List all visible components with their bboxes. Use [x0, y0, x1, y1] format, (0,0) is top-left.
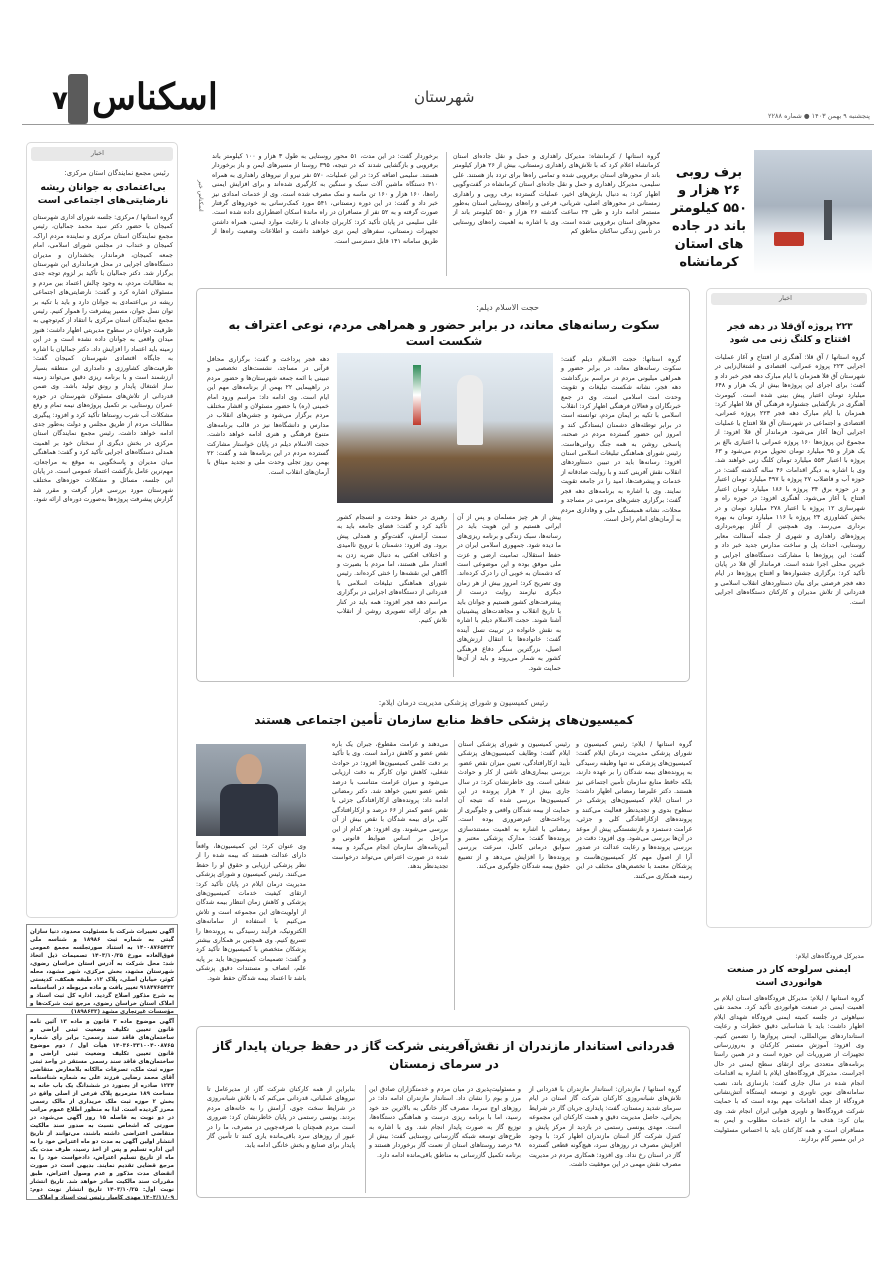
body: گروه استانها / آق قلا: آهنگری از افتتاح و آغاز عملیات اجرایی ۲۲۳ پروژه عمرانی، اقتصادی و اشتغال‌زایی در شهرستان آق قلا همزمان با ایام مبارک دهه فجر خبر داد و گفت: برای اجرای این پروژه‌ها بیش از یک هزار و ۶۴۸ میلیارد تومان اعتبار پیش بینی شده است. کیومرث آهنگری در بازگشایی جشنواره فرهنگی آق قلا اظهار کرد: همزمان با ایام مبارک دهه فجر ۲۲۳ پروژه عمرانی، اقتصادی و اجتماعی در شهرستان آق قلا افتتاح یا عملیات اجرایی آن‌ها آغاز می‌شود. فرماندار آق قلا افزود: از مجموع این پروژه‌ها ۱۶۰ پروژه عمرانی با اعتباری بالغ بر یک هزار و ۹۵ میلیارد تومان تحویل مردم می‌شود و ۶۳ پروژه با اعتبار ۵۵۳ میلیارد تومان کلنگ زنی خواهند شد. وی با اشاره به دیگر اقدامات ۴۶ ساله گذشته گفت: در حوزه آب و فاضلاب ۲۷ پروژه با ۴۹۷ میلیارد تومان اعتبار و در حوزه برق ۳۴ پروژه با ۱۸۶ میلیارد تومان اعتبار افتتاح یا آغاز می‌شود. آهنگری افزود: در حوزه راه و شهرسازی ۱۲ پروژه با اعتبار ۲۷۸ میلیارد تومان و در بخش کشاورزی ۲۴ پروژه با ۱۱۶ میلیارد تومان به بهره برداری می‌رسد. وی همچنین از آغاز بهره‌برداری پروژه‌های راهداری و شهری از جمله آسفالت معابر روستایی، احداث پل و ساخت مدارس جدید خبر داد و گفت: این پروژه‌ها با مشارکت دستگاه‌های اجرایی و خیرین محلی اجرا شده است. فرماندار آق قلا در پایان تأکید کرد: برگزاری جشنواره‌ها و افتتاح پروژه‌ها در ایام دهه فجر فرصتی برای بیان دستاوردهای انقلاب اسلامی و قدردانی از تلاش مدیران و کارکنان دستگاه‌های اجرایی است. — [715, 354, 865, 606]
title: بی‌اعتمادی به جوانان ریشه نارضایتی‌های اجتماعی است — [37, 182, 169, 206]
ad-text-1: آگهی تغییرات شرکت با مسئولیت محدود، دنیا سازان گیتی به شماره ثبت ۱۸۹۸۶ و شناسه ملی ۱۴۰۰۸۷۶۵۴۳۲ به استناد صورتجلسه مجمع عمومی فوق‌العاده مورخ ۱۴۰۳/۱۰/۲۵ تصمیمات ذیل اتخاذ شد: محل شرکت به آدرس استان خراسان رضوی، شهرستان مشهد، بخش مرکزی، شهر مشهد، محله کوثر، خیابان اصلی، پلاک ۱۲، طبقه همکف، کدپستی ۹۱۸۴۷۶۵۴۳۲ تغییر یافت و ماده مربوطه در اساسنامه به شرح مذکور اصلاح گردید. اداره کل ثبت اسناد و املاک استان خراسان رضوی، مرجع ثبت شرکت‌ها و مؤسسات غیرتجاری مشهد (۱۸۹۸۶۳۲) — [30, 929, 174, 1015]
kicker: حجت الاسلام دیلم: — [476, 303, 539, 312]
col-3: بنابراین از همه کارکنان شرکت گاز، از مدیرعامل تا نیروهای عملیاتی، قدردانی می‌کنم که با تلاش شبانه‌روزی در شرایط سخت جوی، آرامش را به خانه‌های مردم بردند. یونسی رستمی در پایان خاطرنشان کرد: ضروری است مردم همچنان با صرفه‌جویی در مصرف، ما را در عبور از روزهای سرد باقی‌مانده یاری کنند تا تأمین گاز پایدار برای صنایع و بخش خانگی ادامه یابد. — [207, 1086, 355, 1150]
col-3: رهبری در حفظ وحدت و انسجام کشور تأکید کرد و گفت: فضای جامعه باید به سمت آرامش، گفت‌وگو و همدلی پیش برود. وی افزود: دشمنان با ترویج ناامیدی و اختلاف افکنی به دنبال ضربه زدن به اقتدار ملی هستند، اما مردم با بصیرت و آگاهی این نقشه‌ها را خنثی کرده‌اند. رئیس شورای هماهنگی تبلیغات اسلامی با قدردانی از دستگاه‌های اجرایی در برگزاری مراسم دهه فجر افزود: همه باید در کنار هم برای ارائه تصویری روشن از انقلاب تلاش کنیم. — [337, 514, 447, 625]
logo-tagline-box — [68, 74, 88, 124]
snow-side-label: اسکناس خبر — [197, 180, 204, 212]
title: قدردانی استاندار مازندران از نقش‌آفرینی شرکت گاز در حفظ جریان پایدار گاز در سرمای زمستان — [213, 1039, 675, 1071]
col-2: رئیس کمیسیون و شورای پزشکی استان ایلام گفت: وظایف کمیسیون‌های پزشکی تأیید ازکارافتادگی، تعیین میزان نقص عضو، بررسی بیماری‌های ناشی از کار و حوادث شغلی است. وی خاطرنشان کرد: در سال جاری بیش از ۲ هزار پرونده در این کمیسیون‌ها بررسی شده که نتیجه آن حمایت از بیمه شدگان واقعی و جلوگیری از پرداخت‌های غیرضروری بوده است. رمضانی با اشاره به اهمیت مستندسازی پرونده‌ها گفت: مدارک پزشکی معتبر و سوابق درمانی کامل، سرعت بررسی پرونده‌ها را افزایش می‌دهد و از تضییع حقوق بیمه شدگان جلوگیری می‌کند. — [454, 740, 570, 1010]
subhead: مدیرکل فرودگاه‌های ایلام: — [795, 952, 864, 960]
snow-photo — [754, 150, 872, 274]
kicker: رئیس کمیسیون و شورای پزشکی مدیریت درمان ایلام: — [378, 698, 548, 707]
meeting-photo — [337, 353, 553, 503]
col-2: و مسئولیت‌پذیری در میان مردم و خدمتگزاران صادق این مرز و بوم را نشان داد. استاندار مازندران ادامه داد: در روزهای اوج سرما، مصرف گاز خانگی به بالاترین حد خود رسید، اما با برنامه ریزی درست و هماهنگی دستگاه‌ها، توزیع گاز به صورت پایدار انجام شد. وی با اشاره به طرح‌های توسعه شبکه گازرسانی روستایی گفت: بیش از ۹۸ درصد روستاهای استان از نعمت گاز برخوردار هستند و برنامه تکمیل گازرسانی به مناطق باقی‌مانده ادامه دارد. — [365, 1085, 521, 1193]
snow-body-col1: گروه استانها / کرمانشاه: مدیرکل راهداری و حمل و نقل جاده‌ای استان کرمانشاه اعلام کرد که با تلاش‌های راهداری زمستانی، بیش از ۲۶ هزار کیلومتر باند از محورهای استان برفروبی شده و تمامی راه‌ها برای تردد باز هستند. علی سلیمی، مدیرکل راهداری و حمل و نقل جاده‌ای استان کرمانشاه در گفت‌وگویی اظهار کرد: به دنبال بارش‌های اخیر، عملیات گسترده برف روبی و راهداری زمستانی در محورهای اصلی، شریانی، فرعی و راه‌های روستایی استان به‌طور مستمر ادامه دارد و طی ۲۴ ساعت گذشته ۲۶ هزار و ۵۵۰ کیلومتر باند از محورهای استان برفروبی شده است. وی با اشاره به اهمیت راه‌های روستایی در تأمین زندگی ساکنان مناطق کم — [446, 152, 660, 276]
body: گروه استانها / ایلام: مدیرکل فرودگاه‌های استان ایلام بر اهمیت ایمنی در صنعت هوانوردی تأکید کرد. محمد نقی سیاهوئی در جلسه کمیته ایمنی فرودگاه شهدای ایلام اظهار داشت: باید با شناسایی دقیق خطرات و رعایت استانداردهای بین‌المللی، ایمنی پروازها را تضمین کنیم. وی افزود: آموزش مستمر کارکنان و به‌روزرسانی تجهیزات از ضروریات این حوزه است و در همین راستا برنامه‌های متعددی برای ارتقای سطح ایمنی در حال اجراست. مدیرکل فرودگاه‌های ایلام با اشاره به اقدامات انجام شده در سال جاری گفت: بازسازی باند، نصب سامانه‌های نوین ناوبری و توسعه ایستگاه آتش‌نشانی فرودگاه از جمله اقدامات مهم بوده است که با حمایت شرکت فرودگاه‌ها و ناوبری هوایی ایران انجام شد. وی بیان کرد: هدف ما ارائه خدمات مطلوب و ایمن به مسافران است و همه کارکنان باید با احساس مسئولیت در این مسیر گام بردارند. — [714, 995, 864, 1144]
title: سکوت رسانه‌های معاند، در برابر حضور و همراهی مردم، نوعی اعتراف به شکست است — [228, 318, 660, 348]
col-1: گروه استانها / مازندران: استاندار مازندران با قدردانی از تلاش‌های شبانه‌روزی کارکنان شرکت گاز استان در ایام سرمای شدید زمستان، گفت: پایداری جریان گاز در شرایط بحرانی، حاصل مدیریت دقیق و همت کارکنان این مجموعه است. مهدی یونسی رستمی در بازدید از مرکز پایش و کنترل شرکت گاز استان مازندران اظهار کرد: با وجود افزایش مصرف در روزهای سرد، هیچ‌گونه قطعی گسترده گاز در استان رخ نداد. وی افزود: همکاری مردم در مدیریت مصرف نقش مهمی در این موفقیت داشت. — [529, 1086, 681, 1169]
col-1: گروه استانها / ایلام: رئیس کمیسیون و شورای پزشکی مدیریت درمان ایلام گفت: کمیسیون‌های پزشکی نه تنها وظیفه رسیدگی به پرونده‌های بیمه شدگان را بر عهده دارند، بلکه حافظ منابع سازمان تأمین اجتماعی نیز هستند. دکتر علیرضا رمضانی اظهار داشت: در استان ایلام کمیسیون‌های پزشکی در سطوح بدوی و تجدیدنظر فعالیت می‌کنند و پرونده‌های ازکارافتادگی کلی و جزئی، غرامت دستمزد و بازنشستگی پیش از موعد در آن‌ها بررسی می‌شود. وی افزود: دقت در بررسی پرونده‌ها و رعایت عدالت در صدور آرا از اصول مهم کار کمیسیون‌هاست و پزشکان معتمد با تخصص‌های مختلف در این زمینه همکاری می‌کنند. — [576, 741, 692, 880]
masthead — [22, 68, 874, 130]
hojjat-story — [196, 288, 690, 682]
paper-logo: اسکناس — [92, 76, 218, 118]
commission-story — [190, 688, 698, 1014]
face-figure — [236, 754, 262, 786]
subhead: رئیس مجمع نمایندگان استان مرکزی: — [64, 169, 169, 177]
col-4: وی عنوان کرد: این کمیسیون‌ها، واقعاً دارای عدالت هستند که بیمه شده را از نظر پزشکی ارزیابی و حقوق او را حفظ می‌کنند. رئیس کمیسیون و شورای پزشکی مدیریت درمان ایلام در پایان تأکید کرد: ارتقای کیفیت خدمات کمیسیون‌های پزشکی و کاهش زمان انتظار بیمه شدگان از اولویت‌های این مجموعه است و تلاش می‌کنیم با استفاده از سامانه‌های الکترونیک، فرآیند رسیدگی به پرونده‌ها را تسریع کنیم. وی همچنین بر همکاری بیشتر پزشکان متخصص با کمیسیون‌ها تأکید کرد و گفت: تصمیمات کمیسیون‌ها باید بر پایه علم، انصاف و مستندات دقیق پزشکی باشد تا اعتماد بیمه شدگان حفظ شود. — [196, 843, 306, 982]
ad-box-2 — [26, 1014, 178, 1200]
snow-plow-icon — [774, 232, 804, 246]
col-3: می‌دهند و غرامت مقطوع، جبران یک باره نقص عضو و کاهش درآمد است. وی با تأکید بر دقت علمی کمیسیون‌ها افزود: در حوادث شغلی، کاهش توان کارگر به دقت ارزیابی می‌شود و میزان غرامت متناسب با درصد نقص عضو تعیین خواهد شد. دکتر رمضانی ادامه داد: پرونده‌های ازکارافتادگی جزئی با نقص عضو کمتر از ۶۶ درصد و ازکارافتادگی کلی برای بیمه شدگان با نقص بیش از آن بررسی می‌شوند. وی افزود: هر کدام از این مراحل بر اساس ضوابط قانونی و آیین‌نامه‌های سازمان انجام می‌گیرد و بیمه شده در صورت اعتراض می‌تواند درخواست تجدیدنظر بدهد. — [332, 741, 449, 871]
masthead-rule — [22, 124, 874, 125]
tree-icon — [824, 200, 832, 240]
col-1: گروه استانها: حجت الاسلام دیلم گفت: سکوت رسانه‌های معاند، در برابر حضور و همراهی میلیونی مردم در مراسم بزرگداشت دهه فجر، نشانه شکست تبلیغات و تقویت وحدت امت اسلامی است. وی در جمع خبرنگاران و فعالان فرهنگی اظهار کرد: انقلاب اسلامی با تکیه بر ایمان مردم، توانسته است در برابر توطئه‌های دشمنان ایستادگی کند و امروز این حضور گسترده مردم در صحنه، پاسخی روشن به همه جنگ روانی‌هاست. رئیس شورای هماهنگی تبلیغات اسلامی استان افزود: رسانه‌ها باید در تبیین دستاوردهای انقلاب نقش آفرینی کنند و با روایت صادقانه از خدمات و پیشرفت‌ها، امید را در جامعه تقویت نمایند. وی با اشاره به برنامه‌های دهه فجر گفت: برگزاری جشن‌های مردمی در مساجد و محلات، نشانه همبستگی ملی و وفاداری مردم به آرمان‌های امام راحل است. — [561, 356, 681, 523]
title: ۲۲۳ پروژه آق‌قلا در دهه فجر افتتاح و کلنگ زنی می شود — [727, 322, 853, 345]
snow-title: برف روبی ۲۶ هزار و ۵۵۰ کیلومتر باند در جاده های استان کرمانشاه — [670, 165, 748, 270]
right-news — [706, 288, 872, 928]
section-title: شهرستان — [414, 88, 475, 106]
date-line: پنجشنبه ۹ بهمن ۱۴۰۳ ● شماره ۲۲۸۸ — [768, 112, 870, 120]
kicker: اخبار — [91, 149, 104, 157]
speaker-figure — [457, 375, 483, 445]
flag-icon — [413, 365, 421, 425]
title: کمیسیون‌های پزشکی حافظ منابع سازمان تأمین اجتماعی هستند — [254, 713, 634, 727]
doctor-photo — [196, 744, 306, 836]
suit-figure — [220, 784, 278, 836]
ad-box-1 — [26, 924, 178, 1015]
ad-text-2: آگهی موضوع ماده ۳ قانون و ماده ۱۳ آئین نامه قانون تعیین تکلیف وضعیت ثبتی اراضی و ساختمان‌های فاقد سند رسمی: برابر رأی شماره ۱۴۰۳۶۰۳۳۱۰۰۴۰۰۸۷۶۵ هیأت اول / دوم موضوع قانون تعیین تکلیف وضعیت ثبتی اراضی و ساختمان‌های فاقد سند رسمی مستقر در واحد ثبتی حوزه ثبت ملک، تصرفات مالکانه بلامعارض متقاضی آقای محمد رضایی فرزند علی به شماره شناسنامه ۱۲۳۴ صادره از بجنورد در ششدانگ یک باب خانه به مساحت ۱۸۹ مترمربع پلاک فرعی از اصلی واقع در بخش ۲ حوزه ثبت ملک خریداری از مالک رسمی محرز گردیده است. لذا به منظور اطلاع عموم مراتب در دو نوبت به فاصله ۱۵ روز آگهی می‌شود، در صورتی که اشخاص نسبت به صدور سند مالکیت متقاضی اعتراضی داشته باشند، می‌توانند از تاریخ انتشار اولین آگهی به مدت دو ماه اعتراض خود را به این اداره تسلیم و پس از اخذ رسید، ظرف مدت یک ماه از تاریخ تسلیم اعتراض، دادخواست خود را به مرجع قضایی تقدیم نمایند. بدیهی است در صورت انقضای مدت مذکور و عدم وصول اعتراض، طبق مقررات سند مالکیت صادر خواهد شد. تاریخ انتشار نوبت اول: ۱۴۰۳/۱۰/۲۵ تاریخ انتشار نوبت دوم: ۱۴۰۳/۱۱/۰۹ مهدی کامیار رئیس ثبت اسناد و املاک — [30, 1019, 175, 1201]
col-4: دهه فجر پرداخت و گفت: برگزاری محافل قرآنی در مساجد، نشست‌های تخصصی و تبیینی با ائمه جمعه شهرستان‌ها و حضور مردم در راهپیمایی ۲۲ بهمن از برنامه‌های مهم این ایام است. وی ادامه داد: مراسم ورود امام خمینی (ره) با حضور مسئولان و اقشار مختلف مردم برگزار می‌شود و جشن‌های انقلاب در مدارس و دانشگاه‌ها نیز در قالب برنامه‌های متنوع فرهنگی و هنری ادامه خواهد داشت. حجت الاسلام دیلم در پایان خواستار مشارکت گسترده مردم در این برنامه‌ها شد و گفت: ۲۲ بهمن روز تجلی وحدت ملی و تجدید میثاق با آرمان‌های انقلاب است. — [207, 356, 329, 476]
gas-story — [196, 1026, 690, 1198]
right-bottom-news — [706, 930, 872, 1200]
kicker: اخبار — [779, 294, 792, 302]
snow-story — [190, 150, 874, 280]
snow-body-col2: برخوردار گفت: در این مدت، ۵۱ محور روستایی به طول ۳ هزار و ۱۰۰ کیلومتر باند برفروبی و بازگشایی شدند که در نتیجه، ۳۹۵ روستا از مسیرهای ایمن و باز برخوردار هستند. سلیمی اضافه کرد: در این عملیات، ۵۷۰ نفر نیرو از نیروهای راهداری به همراه ۴۱۰ دستگاه ماشین آلات سبک و سنگین به کارگیری شده‌اند و برای افزایش ایمنی راه‌ها، ۱۶۰ هزار و ۱۶۰ تن ماسه و نمک مصرف شده است. وی از خدمات امدادی نیز خبر داد و گفت: در این دوره زمستانی، ۵۴۱ مورد کمک‌رسانی به خودروهای گرفتار صورت گرفته و به ۵۲ نفر از مسافران در راه ماندۀ اسکان اضطراری داده شده است. علی سلیمی در پایان تأکید کرد: کاربران جاده‌ای با رعایت موارد ایمنی، همراه داشتن تجهیزات زمستانی، سفرهای ایمن تری خواهند داشت و اطلاعات وضعیت راه‌ها از طریق سامانه ۱۴۱ قابل دسترسی است. — [212, 153, 438, 245]
page-number: ۷ — [52, 86, 68, 116]
left-feature — [26, 142, 178, 918]
title: ایمنی سرلوحه کار در صنعت هوانوردی است — [727, 965, 851, 988]
col-2: پیش از هر چیز مسلمان و پس از آن ایرانی هستیم و این هویت باید در رسانه‌ها، سبک زندگی و برنامه ریزی‌های ما دیده شود. جمهوری اسلامی ایران در حفظ استقلال، تمامیت ارضی و عزت ملی موفق بوده و این موضوعی است که دشمنان به خوبی آن را درک کرده‌اند. وی تصریح کرد: امروز بیش از هر زمان دیگری نیازمند روایت درست از پیشرفت‌های کشور هستیم و جوانان باید با تاریخ انقلاب و مجاهدت‌های پیشینیان آشنا شوند. حجت الاسلام دیلم با اشاره به نقش خانواده در تربیت نسل آینده گفت: خانواده‌ها با انتقال ارزش‌های اصیل، بزرگترین سنگر دفاع فرهنگی کشور به شمار می‌روند و باید از آن‌ها حمایت شود. — [453, 513, 561, 677]
body: گروه استانها / مرکزی: جلسه شورای اداری شهرستان کمیجان با حضور دکتر سید محمد جمالیان، رئیس مجمع نمایندگان استان مرکزی و نماینده مردم اراک، کمیجان و خنداب در مجلس شورای اسلامی، امام جمعه کمیجان، فرماندار، بخشداران و مدیران دستگاه‌های اجرایی در محل فرمانداری این شهرستان برگزار شد. دکتر جمالیان با تأکید بر لزوم توجه جدی به مطالبات مردم، به وجود چالش اعتماد بین مردم و مسئولان اشاره کرد و گفت: نارضایتی‌های اجتماعی ریشه در بی‌اعتمادی به جوانان دارد و باید با تکیه بر توان نسل جوان، مسیر پیشرفت را هموار کنیم. رئیس مجمع نمایندگان استان مرکزی با انتقاد از کم‌توجهی به ظرفیت جوانان در سطوح مدیریتی اظهار داشت: هنوز میدان واقعی به جوانان داده نشده است و در این زمینه باید اعتماد را افزایش داد. دکتر جمالیان با اشاره به جایگاه اقتصادی شهرستان کمیجان گفت: ظرفیت‌های کشاورزی و دامداری این منطقه بسیار ارزشمند است و با برنامه ریزی دقیق می‌تواند زمینه ساز اشتغال پایدار و رونق تولید باشد. وی ضمن قدردانی از تلاش‌های مسئولان شهرستان در حوزه عمران روستایی، بر تکمیل پروژه‌های نیمه تمام و رفع مشکلات آب شرب روستاها تأکید کرد و افزود: پیگیری مطالبات مردم از طریق مجلس و دولت به‌طور جدی ادامه خواهد داشت. رئیس مجمع نمایندگان استان مرکزی در بخش دیگری از سخنان خود بر اهمیت همدلی دستگاه‌های اجرایی تأکید کرد و گفت: هماهنگی میان مدیران و پاسخگویی به موقع به مراجعان، مهم‌ترین عامل بازگشت اعتماد عمومی است. در پایان این جلسه، مسائل و مشکلات حوزه‌های مختلف شهرستان مورد بررسی قرار گرفت و مقرر شد گزارش پیشرفت پروژه‌ها به‌صورت دوره‌ای ارائه شود. — [33, 214, 173, 504]
